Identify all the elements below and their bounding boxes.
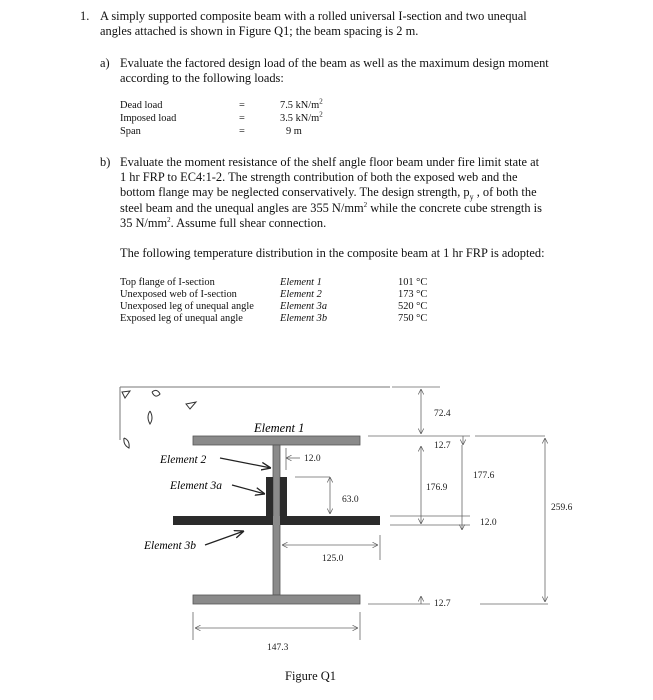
dim-value-section-depth: 177.6: [473, 471, 495, 481]
label-element-2: Element 2: [160, 454, 207, 466]
label-pointers: [205, 458, 271, 545]
dim-value-flange-width: 147.3: [267, 643, 289, 653]
concrete-slab: [120, 387, 390, 448]
load-value-dead-text: 7.5 kN/m: [280, 100, 320, 111]
label-element-3b: Element 3b: [144, 540, 197, 552]
pointer-element-3a: [232, 485, 265, 494]
web: [273, 445, 280, 595]
part-a-line-1: Evaluate the factored design load of the beam as well as the maximum design moment: [120, 56, 549, 70]
dim-value-angle-thk: 12.0: [480, 518, 497, 528]
part-b-line-5-a: 35 N/mm: [120, 215, 168, 230]
angle-leg-right: [280, 477, 287, 516]
label-element-1: Element 1: [254, 421, 305, 435]
aggregate-mark: [186, 402, 196, 409]
temp-element-3a: Element 3a: [280, 301, 328, 312]
dim-value-bot-flange: 12.7: [434, 599, 451, 609]
temp-part-2: Unexposed web of I-section: [120, 289, 237, 300]
aggregate-mark: [148, 411, 152, 424]
part-b-line-3-sub: y: [469, 192, 474, 202]
part-b-line-2: 1 hr FRP to EC4:1-2. The strength contribution of both the exposed web and the: [120, 170, 518, 185]
part-b-line-3-end: , of both the: [473, 185, 537, 200]
part-a-text: [120, 56, 582, 86]
dim-value-angle-leg: 63.0: [342, 495, 359, 505]
temp-value-3: 520 °C: [398, 301, 428, 312]
dim-value-web-depth: 176.9: [426, 483, 448, 493]
load-name-span: Span: [120, 126, 141, 137]
load-value-span: 9 m: [286, 126, 302, 137]
part-b-line-4: [120, 201, 582, 216]
dim-value-angle-width: 125.0: [322, 554, 344, 564]
temp-element-3b: Element 3b: [280, 313, 328, 324]
part-b-line-3: [120, 185, 582, 200]
question-intro: [100, 9, 582, 39]
dim-value-web-thk: 12.0: [304, 454, 321, 464]
dimension-values: [267, 409, 573, 653]
part-b-line-5-b: . Assume full shear connection.: [170, 215, 327, 230]
web-through-angle: [273, 516, 280, 525]
part-b-line-3-main: bottom flange may be neglected conservatively. The design strength, p: [120, 185, 470, 200]
dim-value-slab: 72.4: [434, 409, 451, 419]
pointer-element-2: [220, 458, 271, 468]
aggregate-mark: [122, 391, 130, 398]
load-value-imposed-text: 3.5 kN/m: [280, 113, 320, 124]
bottom-flange: [193, 595, 360, 604]
label-element-3a: Element 3a: [170, 480, 223, 492]
question-number: 1.: [80, 9, 90, 23]
part-b-line-4-b: while the concrete cube strength is: [367, 200, 542, 215]
load-name-imposed: Imposed load: [120, 113, 177, 124]
load-eq-imposed: =: [239, 113, 245, 124]
load-value-dead-sup: 2: [319, 97, 323, 106]
part-b-label: b): [100, 155, 111, 169]
top-flange: [193, 436, 360, 445]
temp-part-1: Top flange of I-section: [120, 277, 215, 288]
part-b-line-4-a: steel beam and the unequal angles are 355 N/mm: [120, 200, 364, 215]
load-name-dead: Dead load: [120, 100, 163, 111]
pointer-element-3b: [205, 531, 244, 545]
dim-value-top-flange: 12.7: [434, 441, 451, 451]
intro-line-1: A simply supported composite beam with a rolled universal I-section and two unequal: [100, 9, 527, 23]
temp-part-3: Unexposed leg of unequal angle: [120, 301, 254, 312]
unequal-angles: [173, 477, 380, 525]
dim-value-total-depth: 259.6: [551, 503, 573, 513]
angle-leg-left: [266, 477, 273, 516]
temp-part-4: Exposed leg of unequal angle: [120, 313, 243, 324]
figure-caption: Figure Q1: [285, 669, 337, 683]
part-b-text: [120, 155, 582, 231]
part-b-line-4-sup: 2: [363, 200, 368, 209]
temp-value-4: 750 °C: [398, 313, 428, 324]
dimension-lines: [193, 387, 548, 640]
part-b-line-5: [120, 216, 582, 231]
temp-element-1: Element 1: [280, 277, 322, 288]
temp-intro: The following temperature distribution in the composite beam at 1 hr FRP is adopted:: [120, 246, 545, 260]
load-value-imposed: [280, 110, 323, 125]
aggregate-mark: [124, 438, 129, 448]
i-section: [193, 436, 360, 604]
part-b-line-5-sup: 2: [167, 215, 171, 224]
load-eq-dead: =: [239, 100, 245, 111]
part-b-line-1: Evaluate the moment resistance of the shelf angle floor beam under fire limit state at: [120, 155, 540, 169]
intro-line-2: angles attached is shown in Figure Q1; the beam spacing is 2 m.: [100, 24, 419, 39]
load-value-dead: [280, 97, 323, 112]
temp-value-2: 173 °C: [398, 289, 428, 300]
aggregate-mark: [152, 390, 160, 396]
part-a-label: a): [100, 56, 110, 70]
load-eq-span: =: [239, 126, 245, 137]
load-value-imposed-sup: 2: [319, 110, 323, 119]
angle-horizontal-legs: [173, 516, 380, 525]
temp-element-2: Element 2: [280, 289, 322, 300]
part-a-line-2: according to the following loads:: [120, 71, 284, 86]
temp-value-1: 101 °C: [398, 277, 428, 288]
